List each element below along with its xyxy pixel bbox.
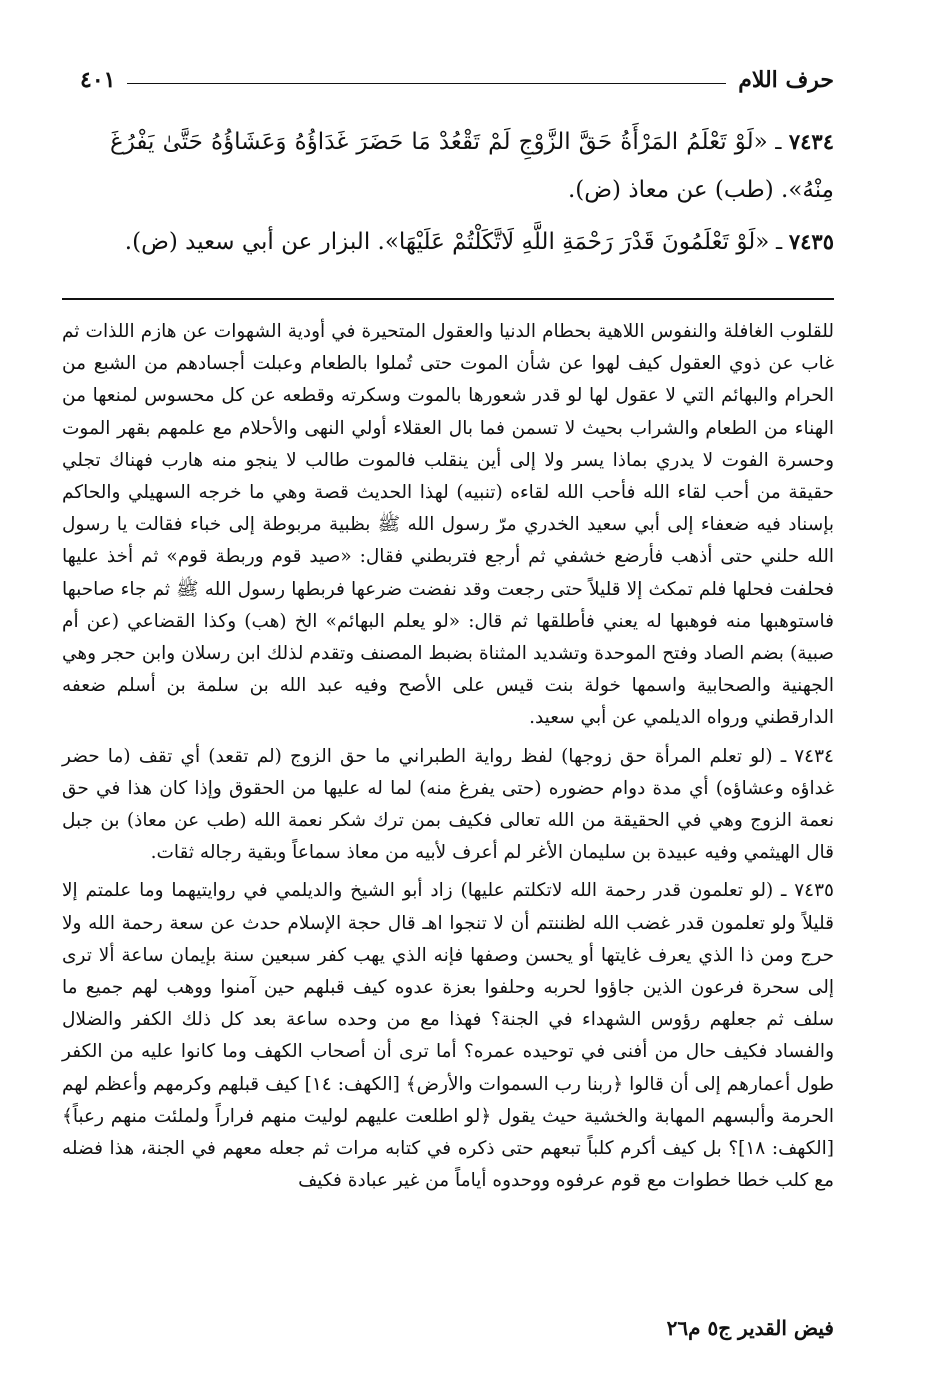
commentary-paragraph: ٧٤٣٥ ـ (لو تعلمون قدر رحمة الله لاتكلتم عليها) زاد أبو الشيخ والديلمي في روايتيهما وما علمتم إلا قليلاً ولو تعلمون قدر غضب الله لظننتم أن لا تنجوا اهـ قال حجة الإسلام حدث عن سعة رحمة الله ولا حرج ومن ذا الذي يعرف غايتها أو يحسن وصفها فإنه الذي يهب كفر سبعين سنة بإيمان ساعة ألا ترى إلى سحرة فرعون الذين جاؤوا لحربه وحلفوا بعزة عدوه كيف قبلهم حين آمنوا ووهب لهم جميع ما سلف ثم جعلهم رؤوس الشهداء في الجنة؟ فهذا مع من وحده ساعة بعد كل ذلك الكفر والضلال والفساد فكيف حال من أفنى في توحيده عمره؟ أما ترى أن أصحاب الكهف وما كانوا عليه من الكفر طول أعمارهم إلى أن قالوا ﴿ربنا رب السموات والأرض﴾ [الكهف: ١٤] كيف قبلهم وكرمهم وأعظم لهم الحرمة وألبسهم المهابة والخشية حيث يقول ﴿لو اطلعت عليهم لوليت منهم فراراً ولملئت منهم رعباً﴾ [الكهف: ١٨]؟ بل كيف أكرم كلباً تبعهم حتى ذكره في كتابه مرات ثم جعله معهم في الجنة، هذا فضله مع كلب خطا خطوات مع قوم عرفوه ووحدوه أياماً من غير عبادة فكيف [62, 880, 834, 1192]
hadith-entry: ٧٤٣٤ ـ «لَوْ تَعْلَمُ المَرْأَةُ حَقَّ الزَّوْجِ لَمْ تَقْعُدْ مَا حَضَرَ غَدَاؤُهُ وَعَشَاؤُهُ حَتَّىٰ يَفْرُغَ مِنْهُ». (طب) عن معاذ (ض). [110, 129, 834, 203]
page-footer: فيض القدير ج٥ م٢٦ [666, 1316, 834, 1340]
hadith-text: «لَوْ تَعْلَمُ المَرْأَةُ حَقَّ الزَّوْجِ لَمْ تَقْعُدْ مَا حَضَرَ غَدَاؤُهُ وَعَشَاؤُهُ حَتَّىٰ يَفْرُغَ مِنْهُ». (طب) عن معاذ (ض). [110, 129, 834, 203]
commentary-paragraph: للقلوب الغافلة والنفوس اللاهية بحطام الدنيا والعقول المتحيرة في أودية الشهوات عن هازم اللذات ثم غاب عن ذوي العقول كيف لهوا عن شأن الموت حتى تُملوا بالطعام وعبلت أجسادهم من الشبع من الحرام والبهائم التي لا عقول لها لو قدر شعورها بالموت وسكرته وقطعه عن كل محسوس لمنعها من الهناء من الطعام والشراب بحيث لا تسمن فما بال العقلاء أولي النهى والأحلام مع علمهم بقهر الموت وحسرة الفوت لا يدري بماذا يسر ولا إلى أين ينقلب فالموت طالب لا ينجو منه هارب فهناك تجلي حقيقة من أحب لقاء الله فأحب الله لقاءه (تنبيه) لهذا الحديث قصة وهي ما خرجه السهيلي والحاكم بإسناد فيه ضعفاء إلى أبي سعيد الخدري مرّ رسول الله ﷺ بظبية مربوطة إلى خباء فقالت يا رسول الله حلني حتى أذهب فأرضع خشفي ثم أرجع فتربطني فقال: «صيد قوم وربطة قوم» ثم أخذ عليها فحلفت فحلها فلم تمكث إلا قليلاً حتى رجعت وقد نفضت ضرعها فربطها رسول الله ﷺ ثم جاء صاحبها فاستوهبها منه فوهبها له يعني فأطلقها ثم قال: «لو يعلم البهائم» الخ (هب) وكذا القضاعي (عن أم صبية) بضم الصاد وفتح الموحدة وتشديد المثناة بضبط المصنف وتقدم لذلك ابن رسلان وابن حجر وهي الجهنية والصحابية واسمها خولة بنت قيس على الأصح وفيه عبد الله بن سلمة بن أسلم ضعفه الدارقطني ورواه الديلمي عن أبي سعيد. [62, 321, 834, 729]
hadith-number: ٧٤٣٥ [788, 229, 834, 254]
page-header [80, 60, 834, 100]
header-rule [127, 83, 726, 84]
chapter-title: حرف اللام [738, 67, 834, 93]
commentary-paragraph: ٧٤٣٤ ـ (لو تعلم المرأة حق زوجها) لفظ رواية الطبراني ما حق الزوج (لم تقعد) أي تقف (ما حضر غداؤه وعشاؤه) أي مدة دوام حضوره (حتى يفرغ منه) لما له عليها من الحقوق وإذا كان هذا في حق نعمة الزوج وهي في الحقيقة من الله تعالى فكيف بمن ترك شكر نعمة الله (طب عن معاذ) بن جبل قال الهيثمي وفيه عبيدة بن سليمان الأغر لم أعرف لأبيه من معاذ سماعاً وبقية رجاله ثقات. [62, 745, 834, 864]
page-number: ٤٠١ [80, 67, 116, 93]
hadith-number: ٧٤٣٤ [788, 129, 834, 154]
hadith-section [110, 118, 834, 270]
hadith-text: «لَوْ تَعْلَمُونَ قَدْرَ رَحْمَةِ اللَّهِ لَاتَّكَلْتُمْ عَلَيْهَا». البزار عن أبي سعيد (ض). [124, 229, 770, 255]
section-divider [62, 298, 834, 300]
commentary-section [62, 316, 834, 1203]
hadith-entry: ٧٤٣٥ ـ «لَوْ تَعْلَمُونَ قَدْرَ رَحْمَةِ اللَّهِ لَاتَّكَلْتُمْ عَلَيْهَا». البزار عن أبي سعيد (ض). [124, 229, 834, 255]
